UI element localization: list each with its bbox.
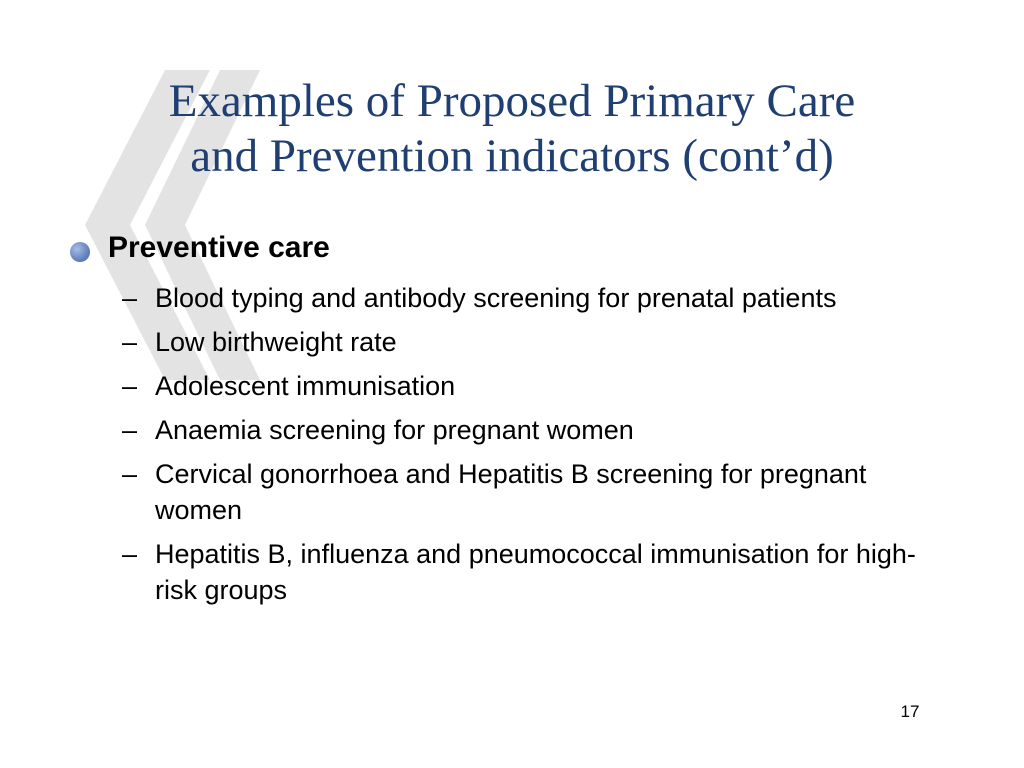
list-item-text: Blood typing and antibody screening for prenatal patients (155, 283, 837, 313)
list-item (122, 536, 942, 608)
sub-bullet-list (122, 280, 942, 616)
bullet-dot-icon (70, 242, 90, 262)
title-line-1: Examples of Proposed Primary Care (168, 75, 856, 127)
main-bullet (70, 228, 970, 268)
dash-marker: – (122, 283, 138, 313)
list-item-text: Adolescent immunisation (155, 371, 456, 401)
list-item (122, 324, 942, 360)
list-item-text: Hepatitis B, influenza and pneumococcal immunisation for high-risk groups (155, 539, 916, 605)
list-item (122, 368, 942, 404)
list-item-text: Cervical gonorrhoea and Hepatitis B screening for pregnant women (155, 459, 867, 525)
page-number: 17 (900, 702, 920, 721)
main-bullet-label: Preventive care (108, 231, 330, 264)
dash-marker: – (122, 539, 138, 569)
list-item-text: Anaemia screening for pregnant women (155, 415, 634, 445)
dash-marker: – (122, 371, 138, 401)
dash-marker: – (122, 415, 138, 445)
slide-title (60, 74, 964, 184)
list-item-text: Low birthweight rate (155, 327, 397, 357)
dash-marker: – (122, 459, 138, 489)
list-item (122, 280, 942, 316)
title-line-2: and Prevention indicators (cont’d) (190, 130, 834, 182)
list-item (122, 456, 942, 528)
list-item (122, 412, 942, 448)
dash-marker: – (122, 327, 138, 357)
